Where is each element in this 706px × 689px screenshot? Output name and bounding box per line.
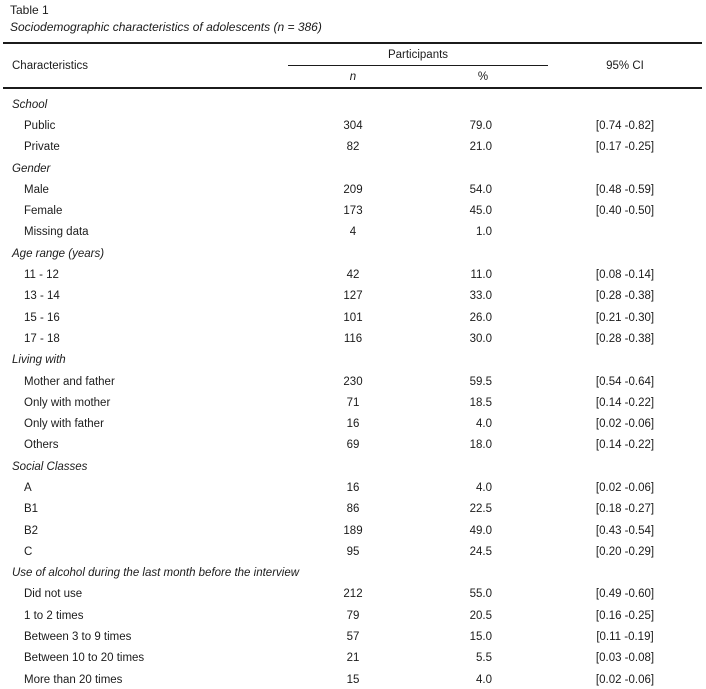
row-pct-value: 33.0	[469, 290, 492, 303]
row-ci-value: [0.14 -0.22]	[595, 396, 655, 409]
table-row	[3, 499, 702, 520]
row-ci-value: [0.48 -0.59]	[595, 183, 655, 196]
table-row	[3, 371, 702, 392]
row-ci-value: [0.28 -0.38]	[595, 290, 655, 303]
row-ci-value: [0.14 -0.22]	[595, 439, 655, 452]
row-label: More than 20 times	[24, 673, 123, 686]
col-header-participants: Participants	[288, 43, 548, 66]
row-pct-value: 49.0	[469, 524, 492, 537]
row-ci-value: [0.08 -0.14]	[595, 269, 655, 282]
table-row	[3, 520, 702, 541]
section-label: School	[12, 98, 48, 111]
table-row	[3, 115, 702, 136]
section-header-row	[3, 350, 702, 371]
row-label: Between 10 to 20 times	[24, 652, 145, 665]
row-ci-value: [0.54 -0.64]	[595, 375, 655, 388]
row-n-value: 16	[346, 481, 360, 494]
row-n-value: 42	[346, 269, 360, 282]
row-n-value: 127	[343, 290, 363, 303]
table-row	[3, 541, 702, 562]
row-pct-value: 55.0	[469, 588, 492, 601]
table-caption	[3, 3, 703, 35]
row-pct-value: 18.0	[469, 439, 492, 452]
row-ci-value: [0.43 -0.54]	[595, 524, 655, 537]
row-pct-value: 30.0	[469, 332, 492, 345]
row-ci-value: [0.20 -0.29]	[595, 545, 655, 558]
row-pct-value: 18.5	[469, 396, 492, 409]
table-row	[3, 413, 702, 434]
row-n-value: 15	[346, 673, 360, 686]
section-header-row	[3, 563, 702, 584]
row-pct-value: 1.0	[476, 226, 492, 239]
row-n-value: 209	[343, 183, 363, 196]
row-pct-value: 21.0	[469, 141, 492, 154]
row-n-value: 82	[346, 141, 360, 154]
row-label: 1 to 2 times	[24, 609, 84, 622]
row-ci-value: [0.11 -0.19]	[596, 631, 654, 644]
row-pct-value: 45.0	[469, 205, 492, 218]
header-row-1	[3, 43, 702, 66]
row-ci-value: [0.17 -0.25]	[595, 141, 655, 154]
table-row	[3, 435, 702, 456]
row-label: Public	[24, 119, 56, 132]
row-n-value: 86	[346, 503, 360, 516]
table-row	[3, 222, 702, 243]
row-n-value: 304	[343, 119, 363, 132]
row-n-value: 101	[343, 311, 363, 324]
section-label: Age range (years)	[12, 247, 105, 260]
row-n-value: 71	[346, 396, 360, 409]
row-ci-value: [0.28 -0.38]	[595, 332, 655, 345]
row-label: 15 - 16	[24, 311, 60, 324]
row-n-value: 79	[346, 609, 360, 622]
table-row	[3, 200, 702, 221]
col-header-ci: 95% CI	[606, 59, 644, 72]
table-row	[3, 392, 702, 413]
table-subtitle: Sociodemographic characteristics of adolescents (n = 386)	[10, 20, 322, 34]
row-ci-value: [0.40 -0.50]	[595, 205, 655, 218]
row-label: B2	[24, 524, 39, 537]
row-pct-value: 4.0	[476, 481, 492, 494]
table-title: Table 1	[10, 3, 49, 17]
table-body	[3, 88, 702, 689]
row-ci-value	[548, 222, 702, 243]
row-label: A	[24, 481, 32, 494]
row-label: Private	[24, 141, 60, 154]
section-label: Living with	[12, 354, 66, 367]
row-pct-value: 26.0	[469, 311, 492, 324]
row-n-value: 173	[343, 205, 363, 218]
section-header-row	[3, 158, 702, 179]
table-row	[3, 286, 702, 307]
row-n-value: 189	[343, 524, 363, 537]
row-pct-value: 79.0	[469, 119, 492, 132]
row-pct-value: 11.0	[470, 269, 492, 282]
section-label: Gender	[12, 162, 51, 175]
row-pct-value: 4.0	[476, 418, 492, 431]
row-label: 11 - 12	[24, 269, 59, 282]
row-label: 13 - 14	[24, 290, 60, 303]
row-label: 17 - 18	[24, 332, 60, 345]
section-header-row	[3, 88, 702, 115]
row-label: Female	[24, 205, 63, 218]
section-header-row	[3, 243, 702, 264]
table-row	[3, 648, 702, 669]
col-header-percent: %	[477, 70, 489, 83]
row-pct-value: 5.5	[476, 652, 492, 665]
row-label: Only with father	[24, 418, 104, 431]
section-label: Social Classes	[12, 460, 88, 473]
row-label: Only with mother	[24, 396, 111, 409]
row-pct-value: 24.5	[469, 545, 492, 558]
row-label: C	[24, 545, 33, 558]
row-label: Did not use	[24, 588, 83, 601]
table-row	[3, 264, 702, 285]
table-row	[3, 477, 702, 498]
row-ci-value: [0.49 -0.60]	[595, 588, 655, 601]
row-ci-value: [0.02 -0.06]	[595, 673, 655, 686]
row-ci-value: [0.74 -0.82]	[595, 119, 655, 132]
table-row	[3, 307, 702, 328]
col-header-n: n	[349, 70, 357, 83]
row-label: Male	[24, 183, 49, 196]
table-row	[3, 179, 702, 200]
row-label: Missing data	[24, 226, 89, 239]
row-ci-value: [0.18 -0.27]	[595, 503, 655, 516]
row-pct-value: 59.5	[469, 375, 492, 388]
row-label: B1	[24, 503, 39, 516]
table-row	[3, 605, 702, 626]
row-n-value: 116	[343, 332, 363, 345]
row-pct-value: 54.0	[469, 183, 492, 196]
row-n-value: 21	[346, 652, 360, 665]
row-n-value: 16	[346, 418, 360, 431]
sociodemographic-table	[3, 42, 702, 689]
row-ci-value: [0.03 -0.08]	[595, 652, 655, 665]
section-label: Use of alcohol during the last month before the interview	[12, 567, 300, 580]
row-ci-value: [0.02 -0.06]	[595, 418, 655, 431]
row-n-value: 69	[346, 439, 360, 452]
table-row	[3, 669, 702, 689]
row-ci-value: [0.02 -0.06]	[595, 481, 655, 494]
table-row	[3, 626, 702, 647]
row-pct-value: 20.5	[469, 609, 492, 622]
row-ci-value: [0.21 -0.30]	[595, 311, 655, 324]
row-pct-value: 4.0	[476, 673, 492, 686]
table-row	[3, 328, 702, 349]
section-header-row	[3, 456, 702, 477]
row-pct-value: 15.0	[469, 631, 492, 644]
row-label: Between 3 to 9 times	[24, 631, 132, 644]
table-row	[3, 137, 702, 158]
row-n-value: 4	[349, 226, 357, 239]
row-label: Mother and father	[24, 375, 115, 388]
row-pct-value: 22.5	[469, 503, 492, 516]
table-row	[3, 584, 702, 605]
col-header-characteristics: Characteristics	[12, 59, 89, 72]
row-n-value: 57	[346, 631, 360, 644]
row-n-value: 230	[343, 375, 363, 388]
row-n-value: 95	[346, 545, 360, 558]
row-label: Others	[24, 439, 59, 452]
row-ci-value: [0.16 -0.25]	[595, 609, 655, 622]
row-n-value: 212	[343, 588, 363, 601]
table-header	[3, 43, 702, 88]
